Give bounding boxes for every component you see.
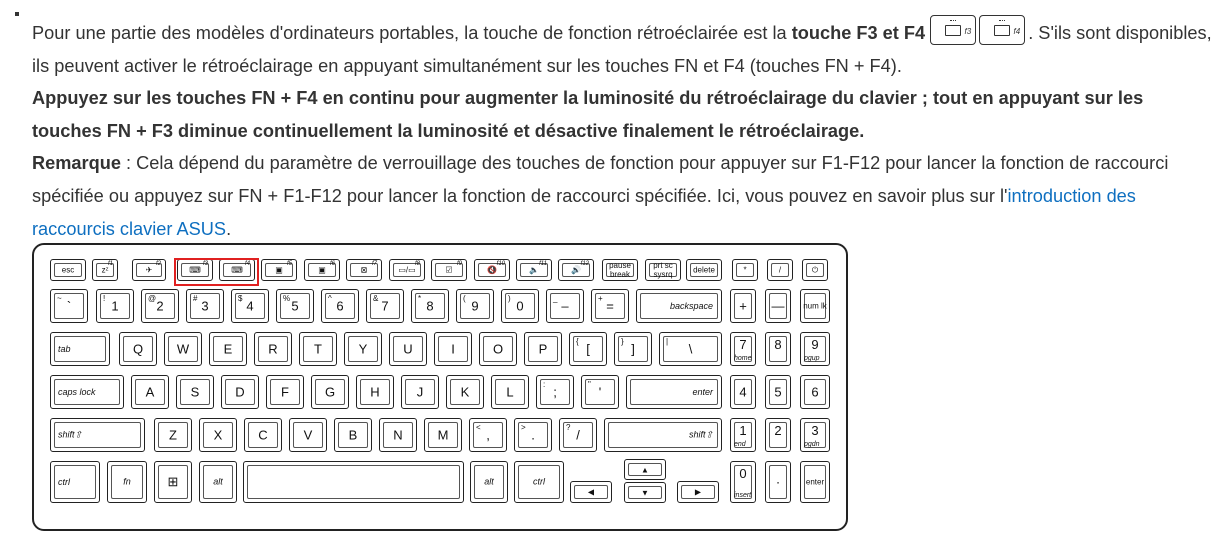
key-pause: pause break xyxy=(602,259,638,281)
key-p: P xyxy=(524,332,562,366)
key-6: ^ 6 xyxy=(321,289,359,323)
key-left-ctrl: ctrl xyxy=(50,461,100,503)
key-4: $ 4 xyxy=(231,289,269,323)
key-left-bracket: { [ xyxy=(569,332,607,366)
f4-backlight-key-icon: f4 xyxy=(979,15,1025,45)
key-left-alt: alt xyxy=(199,461,237,503)
key-enter: enter xyxy=(626,375,722,409)
key-num-slash: / xyxy=(767,259,793,281)
key-equal: + = xyxy=(591,289,629,323)
list-bullet xyxy=(15,12,19,16)
key-fn: fn xyxy=(107,461,147,503)
key-backslash: | \ xyxy=(659,332,722,366)
key-num-enter: enter xyxy=(800,461,830,503)
key-a: A xyxy=(131,375,169,409)
key-right-shift: shift⇧ xyxy=(604,418,722,452)
key-0: ) 0 xyxy=(501,289,539,323)
keyboard-diagram xyxy=(32,243,848,531)
key-d: D xyxy=(221,375,259,409)
key-num-0: 0 insert xyxy=(730,461,756,503)
key-u: U xyxy=(389,332,427,366)
key-f7: f7 ⊠ xyxy=(346,259,382,281)
paragraph-note: Remarque : Cela dépend du paramètre de verrouillage des touches de fonction pour appuyer sur F1-F12 pour lancer la fonction de raccourci spécifiée ou appuyez sur FN + F1-F12 pour lancer la fonction de raccourci spécifiée. Ici, vous pouvez en savoir plus sur l'introduction des raccourcis clavier ASUS. xyxy=(32,153,1169,239)
key-f2: f2 ✈ xyxy=(132,259,166,281)
key-num-1: 1 end xyxy=(730,418,756,452)
key-f: F xyxy=(266,375,304,409)
key-num-4: 4 xyxy=(730,375,756,409)
key-q: Q xyxy=(119,332,157,366)
asus-shortcuts-link[interactable]: introduction des raccourcis clavier ASUS xyxy=(32,185,1136,239)
key-spacebar xyxy=(243,461,464,503)
key-capslock: caps lock xyxy=(50,375,124,409)
key-f10: f10 🔇 xyxy=(474,259,510,281)
intro-text: Pour une partie des modèles d'ordinateurs portables, la touche de fonction rétroéclairée est la xyxy=(32,23,792,43)
key-arrow-left: ◀ xyxy=(570,481,612,503)
key-i: I xyxy=(434,332,472,366)
key-period: > . xyxy=(514,418,552,452)
key-k: K xyxy=(446,375,484,409)
key-left-shift: shift⇧ xyxy=(50,418,145,452)
key-num-plus: + xyxy=(730,289,756,323)
f3-f4-bold: touche F3 et F4 xyxy=(791,23,926,43)
key-semicolon: : ; xyxy=(536,375,574,409)
key-r: R xyxy=(254,332,292,366)
key-2: @ 2 xyxy=(141,289,179,323)
key-y: Y xyxy=(344,332,382,366)
key-7: & 7 xyxy=(366,289,404,323)
key-o: O xyxy=(479,332,517,366)
key-s: S xyxy=(176,375,214,409)
key-numlock: num lk xyxy=(800,289,830,323)
key-1: ! 1 xyxy=(96,289,134,323)
paragraph-backlight-keys xyxy=(32,15,1212,82)
key-3: # 3 xyxy=(186,289,224,323)
key-e: E xyxy=(209,332,247,366)
key-g: G xyxy=(311,375,349,409)
key-z: Z xyxy=(154,418,192,452)
key-backspace: backspace xyxy=(636,289,722,323)
key-num-6: 6 xyxy=(800,375,830,409)
key-m: M xyxy=(424,418,462,452)
key-num-minus: — xyxy=(765,289,791,323)
key-power: ⏻ xyxy=(802,259,828,281)
key-tab: tab xyxy=(50,332,110,366)
key-right-ctrl: ctrl xyxy=(514,461,564,503)
key-comma: < , xyxy=(469,418,507,452)
key-num-dot: · xyxy=(765,461,791,503)
key-esc: esc xyxy=(50,259,86,281)
key-5: % 5 xyxy=(276,289,314,323)
key-num-star: * xyxy=(732,259,758,281)
key-num-3: 3 pgdn xyxy=(800,418,830,452)
key-f9: f9 ☑ xyxy=(431,259,467,281)
key-delete: delete xyxy=(686,259,722,281)
key-l: L xyxy=(491,375,529,409)
key-quote: " ' xyxy=(581,375,619,409)
key-9: ( 9 xyxy=(456,289,494,323)
key-n: N xyxy=(379,418,417,452)
key-right-bracket: } ] xyxy=(614,332,652,366)
key-arrow-up: ▲ xyxy=(624,459,666,480)
key-v: V xyxy=(289,418,327,452)
key-windows: ⊞ xyxy=(154,461,192,503)
key-slash: ? / xyxy=(559,418,597,452)
key-arrow-down: ▼ xyxy=(624,482,666,503)
key-f6: f6 ▣ xyxy=(304,259,340,281)
note-text: : Cela dépend du paramètre de verrouillage des touches de fonction pour appuyer sur F1-F12 pour lancer la fonction de raccourci spécifiée ou appuyez sur FN + F1-F12 pour lancer la fonction de raccourci spécifiée. Ici, vous pouvez en savoir plus sur l' xyxy=(32,153,1169,206)
key-f4: f4 ⌨ xyxy=(219,259,255,281)
key-f3: f3 ⌨ xyxy=(177,259,213,281)
key-w: W xyxy=(164,332,202,366)
key-prtsc: prt sc sysrq xyxy=(645,259,681,281)
key-b: B xyxy=(334,418,372,452)
key-f1: f1 zᶻ xyxy=(92,259,118,281)
instructions-bold: Appuyez sur les touches FN + F4 en continu pour augmenter la luminosité du rétroéclairage du clavier ; tout en appuyant sur les touches FN + F3 diminue continuellement la luminosité et désactive finalement le rétroéclairage. xyxy=(32,88,1144,141)
article-text xyxy=(32,15,1212,245)
key-arrow-right: ▶ xyxy=(677,481,719,503)
key-x: X xyxy=(199,418,237,452)
key-num-2: 2 xyxy=(765,418,791,452)
intro-text-cont: . S'ils xyxy=(1028,23,1072,43)
key-f11: f11 🔈 xyxy=(516,259,552,281)
key-f8: f8 ▭/▭ xyxy=(389,259,425,281)
key-c: C xyxy=(244,418,282,452)
key-num-5: 5 xyxy=(765,375,791,409)
key-num-7: 7 home xyxy=(730,332,756,366)
key-t: T xyxy=(299,332,337,366)
note-label: Remarque xyxy=(32,153,121,174)
paragraph-instructions xyxy=(32,82,1212,147)
key-num-8: 8 xyxy=(765,332,791,366)
key-h: H xyxy=(356,375,394,409)
key-num-9: 9 pgup xyxy=(800,332,830,366)
intro-line2: sont disponibles, ils peuvent activer le rétroéclairage en appuyant simultanément sur les touches FN et F4 (touches FN + F4). xyxy=(32,23,1212,76)
key-j: J xyxy=(401,375,439,409)
key-tilde: ~ ` xyxy=(50,289,88,323)
key-right-alt: alt xyxy=(470,461,508,503)
key-8: * 8 xyxy=(411,289,449,323)
key-f12: f12 🔊 xyxy=(558,259,594,281)
key-f5: f5 ▣ xyxy=(261,259,297,281)
key-minus: _ – xyxy=(546,289,584,323)
f3-backlight-key-icon: f3 xyxy=(930,15,976,45)
